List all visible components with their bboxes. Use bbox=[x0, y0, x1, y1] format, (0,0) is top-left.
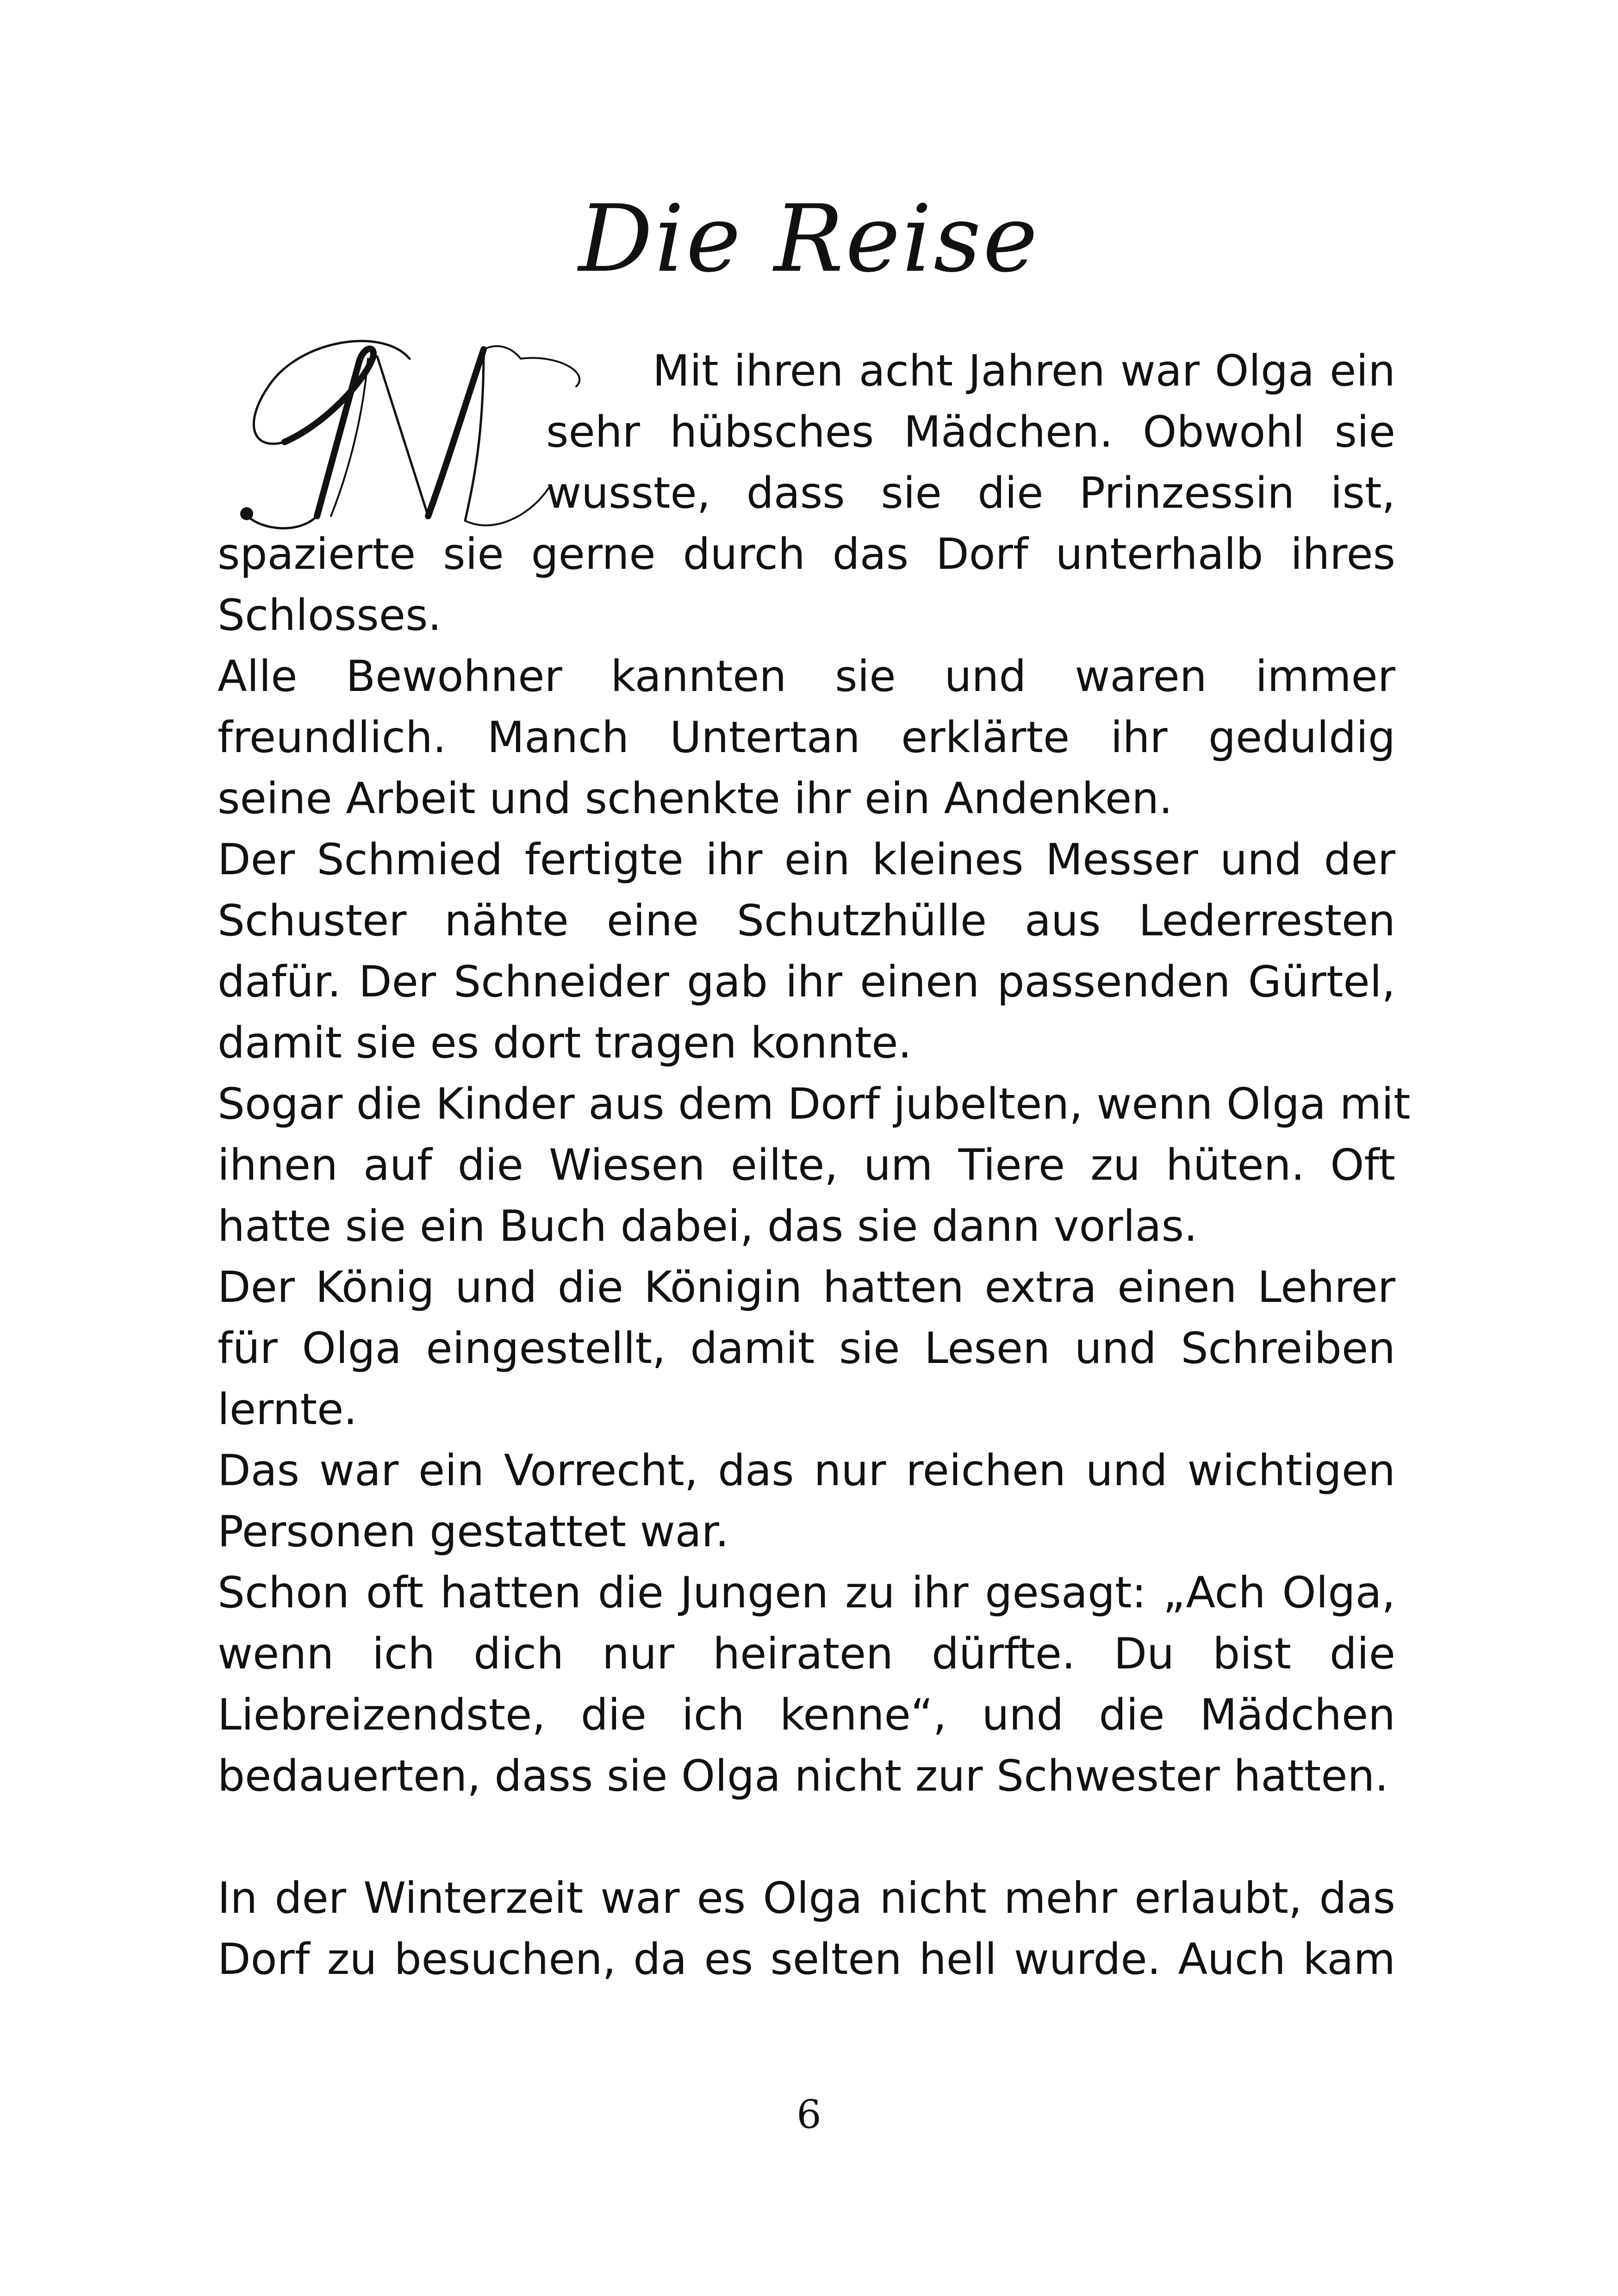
text-line: für Olga eingestellt, damit sie Lesen und Schreiben bbox=[218, 1323, 1395, 1373]
text-line: Mit ihren acht Jahren war Olga ein bbox=[653, 346, 1395, 396]
text-line: Der König und die Königin hatten extra einen Lehrer bbox=[218, 1262, 1395, 1312]
text-line: wenn ich dich nur heiraten dürfte. Du bist die bbox=[218, 1629, 1395, 1679]
text-line: Personen gestattet war. bbox=[218, 1506, 729, 1556]
text-line: spazierte sie gerne durch das Dorf unterhalb ihres bbox=[218, 529, 1395, 579]
text-line: bedauerten, dass sie Olga nicht zur Schwester hatten. bbox=[218, 1751, 1388, 1801]
text-line: Schuster nähte eine Schutzhülle aus Lederresten bbox=[218, 896, 1395, 946]
text-line: freundlich. Manch Untertan erklärte ihr geduldig bbox=[218, 712, 1395, 762]
text-line: Liebreizendste, die ich kenne“, und die Mädchen bbox=[218, 1690, 1395, 1740]
drop-cap-ornament bbox=[224, 331, 595, 544]
text-line: damit sie es dort tragen konnte. bbox=[218, 1018, 912, 1068]
text-line: Schon oft hatten die Jungen zu ihr gesagt: „Ach Olga, bbox=[218, 1568, 1395, 1618]
text-line: seine Arbeit und schenkte ihr ein Andenken. bbox=[218, 773, 1173, 823]
text-line: ihnen auf die Wiesen eilte, um Tiere zu hüten. Oft bbox=[218, 1140, 1395, 1190]
text-line: lernte. bbox=[218, 1384, 357, 1434]
text-line: dafür. Der Schneider gab ihr einen passenden Gürtel, bbox=[218, 957, 1395, 1007]
text-line: Alle Bewohner kannten sie und waren immer bbox=[218, 651, 1395, 701]
text-line: wusste, dass sie die Prinzessin ist, bbox=[546, 468, 1395, 518]
text-line: Das war ein Vorrecht, das nur reichen und wichtigen bbox=[218, 1445, 1395, 1495]
page-number: 6 bbox=[797, 2092, 821, 2137]
text-line: sehr hübsches Mädchen. Obwohl sie bbox=[546, 407, 1395, 457]
text-line: Dorf zu besuchen, da es selten hell wurde. Auch kam bbox=[218, 1934, 1395, 1984]
chapter-title: Die Reise bbox=[578, 185, 1040, 293]
text-line: Schlosses. bbox=[218, 590, 442, 640]
text-line: hatte sie ein Buch dabei, das sie dann vorlas. bbox=[218, 1201, 1198, 1251]
text-line: In der Winterzeit war es Olga nicht mehr erlaubt, das bbox=[218, 1873, 1395, 1923]
text-line: Der Schmied fertigte ihr ein kleines Messer und der bbox=[218, 834, 1395, 884]
text-line: Sogar die Kinder aus dem Dorf jubelten, wenn Olga mit bbox=[218, 1079, 1411, 1129]
